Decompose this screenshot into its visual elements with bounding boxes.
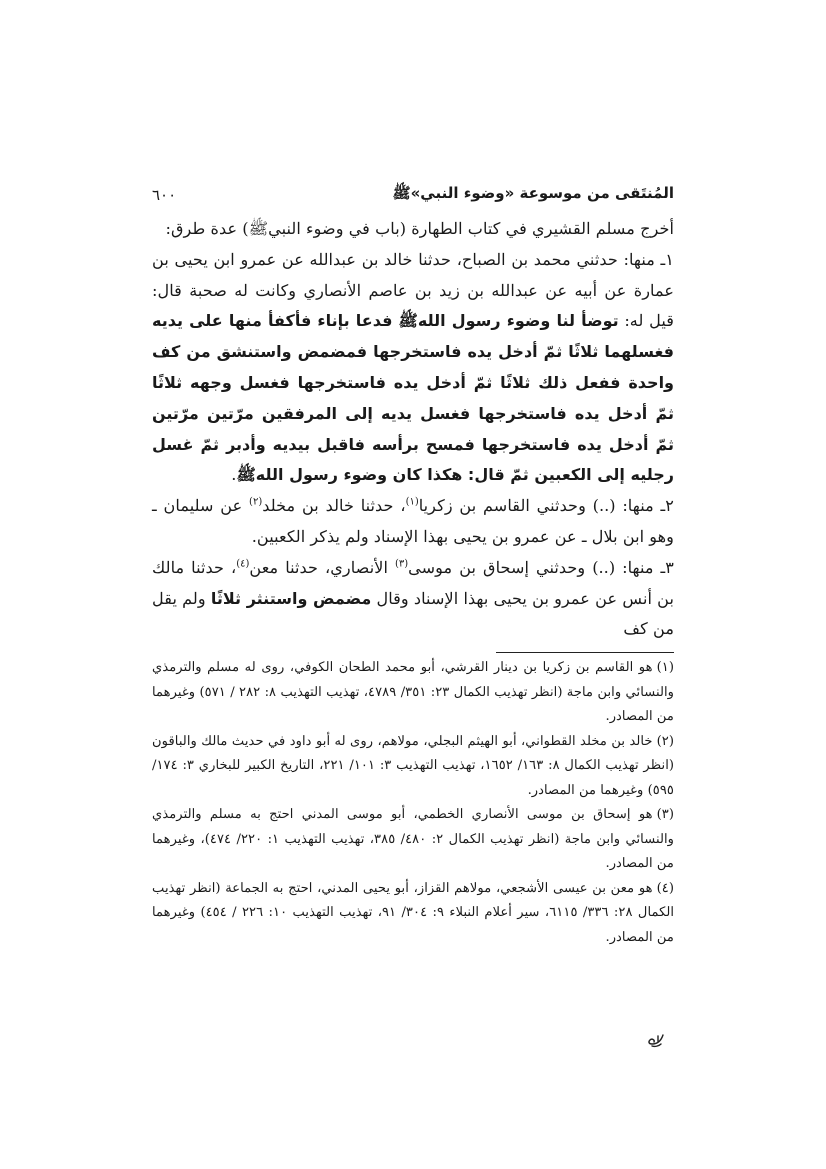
footnote-ref-1[interactable]: (١) <box>405 496 419 508</box>
footnote-3 <box>152 803 674 877</box>
hadith-1-end: . <box>231 465 237 485</box>
calligraphy-ornament-icon <box>646 1032 666 1048</box>
footnotes <box>152 656 674 950</box>
footnote-number: (٢) <box>656 733 674 749</box>
footnote-text: خالد بن مخلد القطواني، أبو الهيثم البجلي، مولاهم، روى له أبو داود في حديث مالك والباقون (انظر تهذيب الكمال ٨: ١٦٣/ ١٦٥٢، تهذيب التهذيب ٣: ١٠١/ ٢٢١، التاريخ الكبير للبخاري ٣: ١٧٤/ ٥٩٥) وغيرهما من المصادر. <box>152 733 675 798</box>
hadith-2-paragraph <box>152 491 674 553</box>
hadith-1-paragraph <box>152 245 674 491</box>
hadith-3-paragraph <box>152 553 674 645</box>
hadith-3-text-d: ولم يقل من كف <box>152 588 674 639</box>
footnote-2 <box>152 730 674 804</box>
footnote-text: هو إسحاق بن موسى الأنصاري الخطمي، أبو موسى المدني احتج به مسلم والترمذي والنسائي وابن ماجة (انظر تهذيب الكمال ٢: ٤٨٠/ ٣٨٥، تهذيب التهذيب ١: ٢٢٠/ ٤٧٤)، وغيرهما من المصادر. <box>152 807 674 871</box>
hadith-3-text-b: الأنصاري، حدثنا معن <box>249 557 395 577</box>
hadith-3-text-a: ٣ـ منها: (..) وحدثني إسحاق بن موسى <box>408 557 674 577</box>
footnote-ref-3[interactable]: (٣) <box>394 558 409 570</box>
hadith-3-bold: مضمض واستنثر ثلاثًا <box>210 588 372 608</box>
intro-paragraph: أخرج مسلم القشيري في كتاب الطهارة (باب في وضوء النبيﷺ) عدة طرق: <box>165 219 674 238</box>
page-header <box>152 180 674 210</box>
footnote-separator <box>496 652 674 653</box>
running-title: المُنتَقى من موسوعة «وضوء النبي»ﷺ <box>392 184 674 202</box>
hadith-2-text-b: ، حدثنا خالد بن مخلد <box>262 496 406 516</box>
footnote-number: (٤) <box>656 880 674 896</box>
footnote-text: هو القاسم بن زكريا بن دينار القرشي، أبو محمد الطحان الكوفي، روى له مسلم والترمذي والنسائي وابن ماجة (انظر تهذيب الكمال ٢٣: ٣٥١/ ٤٧٨٩، تهذيب التهذيب ٨: ٢٨٢ / ٥٧١) وغيرهما من المصادر. <box>152 660 675 724</box>
footnote-1 <box>152 656 674 730</box>
hadith-2-text-c: عن سليمان ـ وهو ابن بلال ـ عن عمرو بن يحيى بهذا الإسناد ولم يذكر الكعبين. <box>152 496 674 546</box>
footnote-number: (١) <box>656 660 674 675</box>
page-number: ٦٠٠ <box>152 186 177 204</box>
footnote-text: هو معن بن عيسى الأشجعي، مولاهم القزاز، أبو يحيى المدني، احتج به الجماعة (انظر تهذيب الكمال ٢٨: ٣٣٦/ ٦١١٥، سير أعلام النبلاء ٩: ٣٠٤/ ٩١، تهذيب التهذيب ١٠: ٢٢٦ / ٤٥٤) وغيرهما من المصادر. <box>152 880 675 945</box>
body-text <box>152 214 674 645</box>
footnote-ref-4[interactable]: (٤) <box>236 558 250 570</box>
footnote-ref-2[interactable]: (٢) <box>249 496 263 508</box>
hadith-1-matn: توضأ لنا وضوء رسول اللهﷺ فدعا بإناء فأكفأ منها على يديه فغسلهما ثلاثًا ثمّ أدخل يده فاستخرجها فمضمض واستنشق من كف واحدة ففعل ذلك ثلاثًا ثمّ أدخل يده فاستخرجها فغسل وجهه ثلاثًا ثمّ أدخل يده فاستخرجها فغسل يديه إلى المرفقين مرّتين مرّتين ثمّ أدخل يده فاستخرجها فمسح برأسه فاقبل بيديه وأدبر ثمّ غسل رجليه إلى الكعبين ثمّ قال: هكذا كان وضوء رسول اللهﷺ <box>152 311 674 485</box>
hadith-2-text-a: ٢ـ منها: (..) وحدثني القاسم بن زكريا <box>418 496 674 516</box>
hadith-1-chain: ١ـ منها: حدثني محمد بن الصباح، حدثنا خالد بن عبدالله عن عمرو ابن يحيى بن عمارة عن أبيه عن عبدالله بن زيد بن عاصم الأنصاري وكانت له صحبة قال: قيل له: <box>152 249 674 331</box>
hadith-3-text-c: ، حدثنا مالك بن أنس عن عمرو بن يحيى بهذا الإسناد وقال <box>152 557 674 608</box>
footnote-4 <box>152 877 674 951</box>
footnote-number: (٣) <box>656 807 674 822</box>
